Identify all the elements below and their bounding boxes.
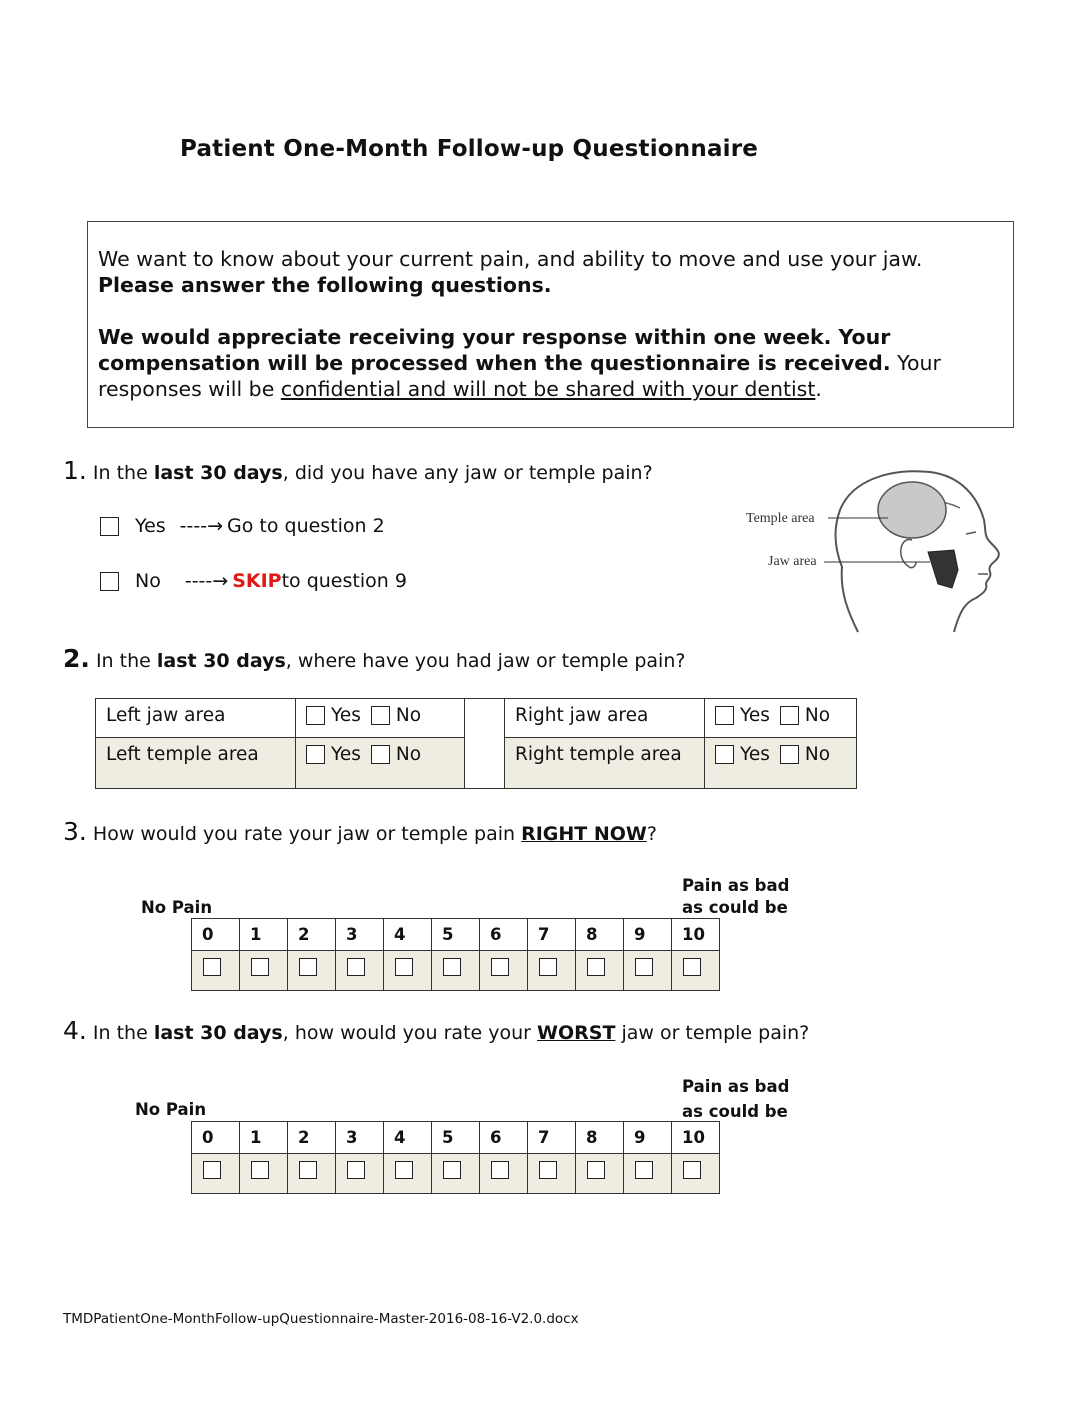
q2-left-temple-answer bbox=[296, 738, 465, 789]
question-3-number: 3. bbox=[63, 817, 87, 846]
q3-rating-9-checkbox[interactable] bbox=[635, 958, 653, 976]
jaw-area-label: Jaw area bbox=[768, 554, 817, 569]
question-2-bold: last 30 days bbox=[156, 650, 286, 672]
q2-location-table bbox=[95, 698, 857, 789]
question-2-post: , where have you had jaw or temple pain? bbox=[285, 650, 686, 672]
q4-scale-number: 8 bbox=[576, 1122, 624, 1154]
q1-yes-arrow: ----→ bbox=[179, 515, 224, 537]
q2-left-temple-no-checkbox[interactable] bbox=[371, 745, 390, 764]
q3-scale-number: 0 bbox=[192, 919, 240, 951]
question-2-number: 2. bbox=[63, 644, 90, 673]
q3-rating-0-checkbox[interactable] bbox=[203, 958, 221, 976]
page-title: Patient One-Month Follow-up Questionnaire bbox=[180, 136, 759, 162]
q1-yes-text: Go to question 2 bbox=[227, 515, 385, 537]
question-3-pre: How would you rate your jaw or temple pain bbox=[92, 823, 522, 845]
q2-left-jaw-no-checkbox[interactable] bbox=[371, 706, 390, 725]
q4-scale-number: 0 bbox=[192, 1122, 240, 1154]
q3-scale-number: 2 bbox=[288, 919, 336, 951]
q2-right-jaw-label: Right jaw area bbox=[505, 699, 705, 738]
q3-worst-pain-line-2: as could be bbox=[682, 898, 788, 917]
q1-option-yes bbox=[100, 515, 385, 537]
q4-rating-6-checkbox[interactable] bbox=[491, 1161, 509, 1179]
q2-table-gap bbox=[465, 699, 505, 789]
q4-rating-0-checkbox[interactable] bbox=[203, 1161, 221, 1179]
q2-right-temple-yes-checkbox[interactable] bbox=[715, 745, 734, 764]
yes-label: Yes bbox=[331, 744, 361, 765]
q1-option-no bbox=[100, 570, 407, 592]
question-3-post: ? bbox=[646, 823, 657, 845]
q4-rating-2-checkbox[interactable] bbox=[299, 1161, 317, 1179]
q1-no-checkbox[interactable] bbox=[100, 572, 119, 591]
q3-scale-numbers bbox=[192, 919, 720, 951]
q2-right-temple-label: Right temple area bbox=[505, 738, 705, 789]
q4-rating-3-checkbox[interactable] bbox=[347, 1161, 365, 1179]
q1-yes-checkbox[interactable] bbox=[100, 517, 119, 536]
yes-label: Yes bbox=[740, 744, 770, 765]
no-label: No bbox=[395, 744, 422, 765]
question-3-bold: RIGHT NOW bbox=[521, 823, 647, 845]
q4-scale-number: 4 bbox=[384, 1122, 432, 1154]
q3-rating-8-checkbox[interactable] bbox=[587, 958, 605, 976]
q4-rating-8-checkbox[interactable] bbox=[587, 1161, 605, 1179]
q1-no-label: No bbox=[135, 570, 161, 592]
q4-worst-pain-label bbox=[682, 1074, 789, 1124]
q4-scale-number: 2 bbox=[288, 1122, 336, 1154]
q3-scale-number: 9 bbox=[624, 919, 672, 951]
q2-right-temple-answer bbox=[705, 738, 857, 789]
q2-left-jaw-yes-checkbox[interactable] bbox=[306, 706, 325, 725]
intro-line-1: We want to know about your current pain, and ability to move and use your jaw. bbox=[98, 247, 923, 271]
q4-worst-pain-line-1: Pain as bad bbox=[682, 1077, 790, 1096]
question-1-bold: last 30 days bbox=[153, 462, 283, 484]
question-4-bold-1: last 30 days bbox=[153, 1022, 283, 1044]
q3-scale-number: 1 bbox=[240, 919, 288, 951]
q4-scale-checkboxes bbox=[192, 1154, 720, 1194]
question-4 bbox=[63, 1016, 809, 1045]
q3-rating-4-checkbox[interactable] bbox=[395, 958, 413, 976]
q3-rating-6-checkbox[interactable] bbox=[491, 958, 509, 976]
q3-scale-number: 4 bbox=[384, 919, 432, 951]
q3-scale-number: 3 bbox=[336, 919, 384, 951]
q4-worst-pain-line-2: as could be bbox=[682, 1102, 788, 1121]
q3-worst-pain-label bbox=[682, 875, 789, 919]
intro-paragraph bbox=[98, 324, 1003, 402]
question-4-mid: , how would you rate your bbox=[282, 1022, 538, 1044]
q4-scale-number: 9 bbox=[624, 1122, 672, 1154]
yes-label: Yes bbox=[740, 705, 770, 726]
q3-rating-1-checkbox[interactable] bbox=[251, 958, 269, 976]
q2-left-temple-yes-checkbox[interactable] bbox=[306, 745, 325, 764]
q4-pain-scale bbox=[191, 1121, 720, 1194]
question-4-number: 4. bbox=[63, 1016, 87, 1045]
q3-rating-10-checkbox[interactable] bbox=[683, 958, 701, 976]
q2-left-jaw-answer bbox=[296, 699, 465, 738]
q2-right-jaw-yes-checkbox[interactable] bbox=[715, 706, 734, 725]
q2-right-temple-no-checkbox[interactable] bbox=[780, 745, 799, 764]
q4-scale-numbers bbox=[192, 1122, 720, 1154]
question-1-number: 1. bbox=[63, 456, 87, 485]
q3-no-pain-label: No Pain bbox=[141, 898, 213, 917]
question-1-pre: In the bbox=[92, 462, 154, 484]
q3-scale-number: 6 bbox=[480, 919, 528, 951]
q2-row-jaw bbox=[96, 699, 857, 738]
intro-plain-text: Your responses will be bbox=[98, 351, 941, 401]
q3-rating-2-checkbox[interactable] bbox=[299, 958, 317, 976]
q3-scale-number: 10 bbox=[672, 919, 720, 951]
q4-no-pain-label: No Pain bbox=[135, 1100, 207, 1119]
q3-scale-number: 5 bbox=[432, 919, 480, 951]
q2-left-temple-label: Left temple area bbox=[96, 738, 296, 789]
q3-rating-7-checkbox[interactable] bbox=[539, 958, 557, 976]
q4-rating-9-checkbox[interactable] bbox=[635, 1161, 653, 1179]
question-4-pre: In the bbox=[92, 1022, 154, 1044]
q3-rating-3-checkbox[interactable] bbox=[347, 958, 365, 976]
question-4-post: jaw or temple pain? bbox=[615, 1022, 810, 1044]
intro-end: . bbox=[815, 377, 822, 401]
q1-no-arrow: ----→ bbox=[184, 570, 229, 592]
q4-scale-number: 6 bbox=[480, 1122, 528, 1154]
question-2-pre: In the bbox=[95, 650, 157, 672]
q4-scale-number: 1 bbox=[240, 1122, 288, 1154]
head-illustration bbox=[740, 462, 1020, 642]
question-2 bbox=[63, 644, 685, 673]
intro-line-2: Please answer the following questions. bbox=[98, 273, 552, 297]
q3-pain-scale bbox=[191, 918, 720, 991]
head-drawing-icon bbox=[740, 462, 1020, 642]
q3-scale-checkboxes bbox=[192, 951, 720, 991]
question-4-bold-2: WORST bbox=[537, 1022, 616, 1044]
q4-scale-number: 10 bbox=[672, 1122, 720, 1154]
q1-skip-text: SKIP bbox=[232, 570, 282, 592]
document-filename-footer: TMDPatientOne-MonthFollow-upQuestionnaire-Master-2016-08-16-V2.0.docx bbox=[63, 1311, 579, 1327]
no-label: No bbox=[804, 744, 831, 765]
question-1-post: , did you have any jaw or temple pain? bbox=[282, 462, 653, 484]
q4-scale-number: 7 bbox=[528, 1122, 576, 1154]
intro-box bbox=[87, 221, 1014, 428]
q4-rating-10-checkbox[interactable] bbox=[683, 1161, 701, 1179]
q1-no-text: to question 9 bbox=[281, 570, 407, 592]
q4-scale-number: 3 bbox=[336, 1122, 384, 1154]
question-1 bbox=[63, 456, 653, 485]
no-label: No bbox=[804, 705, 831, 726]
intro-bold-text: We would appreciate receiving your response within one week. Your compensation will be processed when the questionnaire is received. bbox=[98, 325, 891, 375]
q1-yes-label: Yes bbox=[135, 515, 166, 537]
q3-scale-number: 7 bbox=[528, 919, 576, 951]
temple-area-label: Temple area bbox=[746, 511, 815, 526]
q4-rating-5-checkbox[interactable] bbox=[443, 1161, 461, 1179]
intro-confidential-text: confidential and will not be shared with your dentist bbox=[280, 377, 816, 401]
q4-rating-7-checkbox[interactable] bbox=[539, 1161, 557, 1179]
q3-rating-5-checkbox[interactable] bbox=[443, 958, 461, 976]
q2-right-jaw-answer bbox=[705, 699, 857, 738]
no-label: No bbox=[395, 705, 422, 726]
q4-rating-1-checkbox[interactable] bbox=[251, 1161, 269, 1179]
q2-right-jaw-no-checkbox[interactable] bbox=[780, 706, 799, 725]
yes-label: Yes bbox=[331, 705, 361, 726]
q3-worst-pain-line-1: Pain as bad bbox=[682, 876, 790, 895]
question-3 bbox=[63, 817, 657, 846]
q2-left-jaw-label: Left jaw area bbox=[96, 699, 296, 738]
q4-rating-4-checkbox[interactable] bbox=[395, 1161, 413, 1179]
q4-scale-number: 5 bbox=[432, 1122, 480, 1154]
q3-scale-number: 8 bbox=[576, 919, 624, 951]
